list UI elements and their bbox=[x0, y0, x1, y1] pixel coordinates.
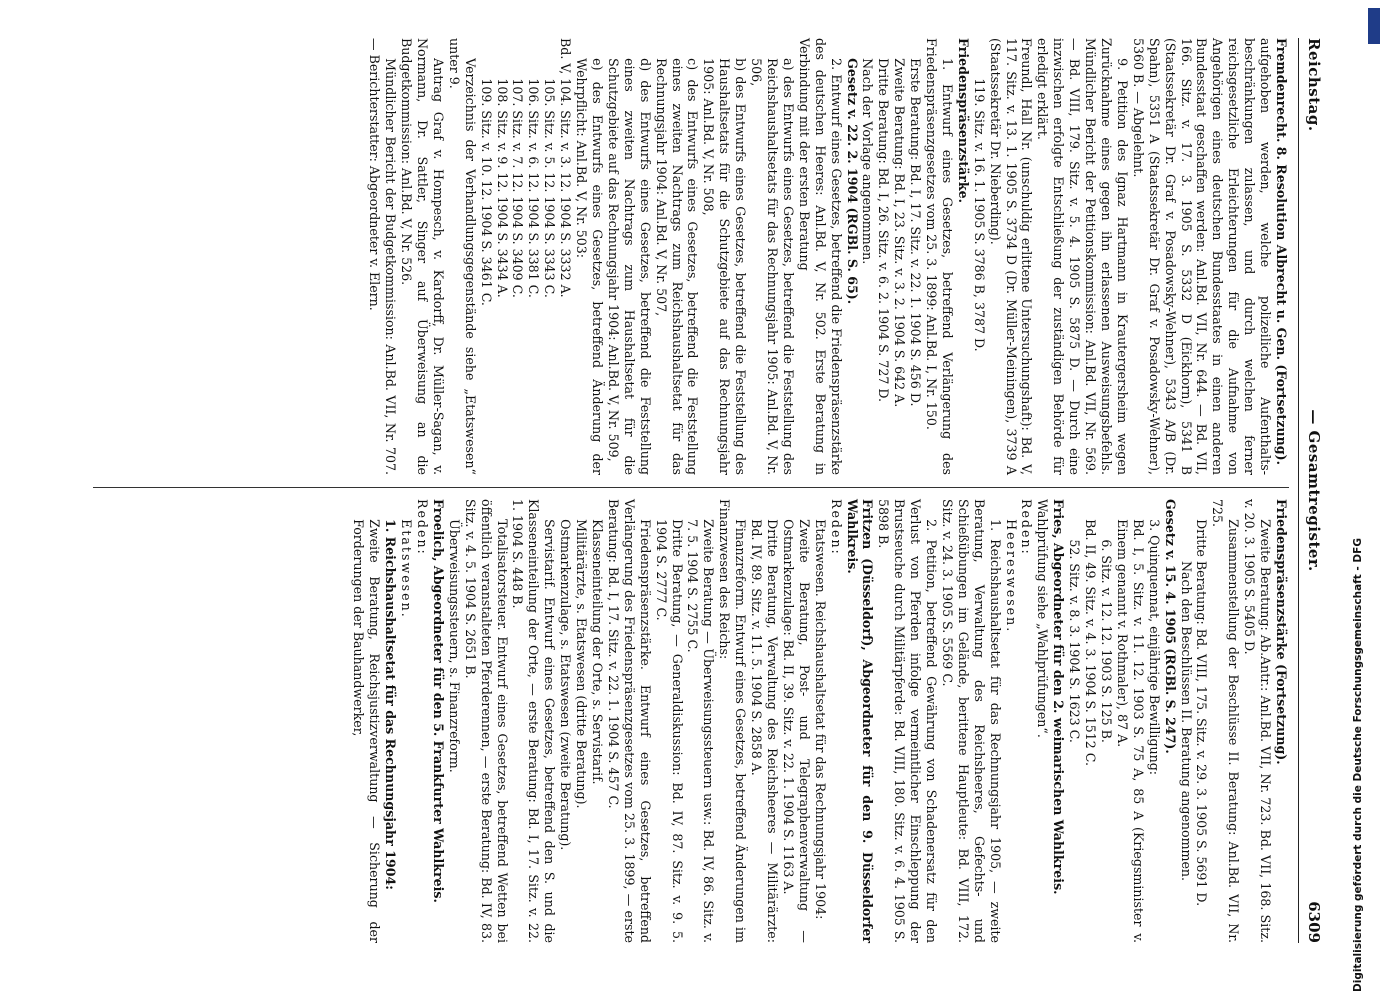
entry-text: Gesetz v. 22. 2. 1904 (RGBl. S. 65). bbox=[844, 58, 860, 305]
entry-text: 106. Sitz. v. 6. 12. 1904 S. 3381 C. bbox=[526, 78, 542, 298]
page-body bbox=[93, 38, 1333, 943]
entry-text: 108. Sitz. v. 9. 12. 1904 S. 3434 A. bbox=[494, 78, 510, 298]
entry-text: 52. Sitz. v. 8. 3. 1904 S. 1623 C. bbox=[1067, 539, 1083, 743]
entry-text: 1. Reichshaushaltsetat für das Rechnungsjahr 1904: bbox=[383, 519, 399, 890]
digitization-text: Digitalisierung gefördert durch die Deutsche Forschungsgemeinschaft - DFG bbox=[1352, 538, 1364, 992]
entry-text: 6. Sitz. v. 12. 12. 1903 S. 125 B. bbox=[1099, 539, 1115, 743]
entry-text: a) des Entwurfs eines Gesetzes, betreffend die Feststellung des Reichshaushaltsetats für das Rechnungsjahr 1905: Anl.Bd. V, Nr. 506, bbox=[749, 58, 796, 475]
entry-text: Zweite Beratung: Ab.Antr.: Anl.Bd. VII, Nr. 723. Bd. VII, 168. Sitz. v. 20. 3. 1905 S. 5405 D. bbox=[1242, 499, 1274, 943]
left-column bbox=[93, 38, 1289, 475]
entry-text: e) des Entwurfs eines Gesetzes, betreffend Änderung der Wehrpflicht: Anl.Bd. V, Nr. 503: bbox=[574, 58, 606, 475]
entry-text: Heereswesen. bbox=[1003, 519, 1019, 634]
page-header bbox=[1298, 38, 1333, 943]
page-number: 6309 bbox=[1305, 901, 1323, 943]
entry-text: Etatswesen. bbox=[399, 519, 415, 619]
entry-text: Servistarif. Entwurf eines Gesetzes, betreffend den S. und die Klasseneinteilung der Orte, — erste Beratung: Bd. I, 17. Sitz. v. 22. 1. 1904 S. 448 B. bbox=[510, 499, 558, 943]
entry-heading: Friedenspräsenzstärke. bbox=[955, 38, 971, 204]
entry-text: Bd. V, 104. Sitz. v. 3. 12. 1904 S. 3332 A. bbox=[558, 38, 574, 298]
entry-text: Klasseneinteilung der Orte, s. Servistarif. bbox=[590, 519, 606, 785]
entry-text: Totalisatorsteuer. Entwurf eines Gesetzes, betreffend Wetten bei öffentlich veranstalteten Pferderennen, — erste Beratung: Bd. IV, 83. Sitz. v. 4. 5. 1904 S. 2651 B. bbox=[462, 499, 510, 943]
entry-text: b) des Entwurfs eines Gesetzes, betreffend die Feststellung des Haushaltsetats für die Schutzgebiete auf das Rechnungsjahr 1905: Anl.Bd. V, Nr. 508, bbox=[701, 58, 749, 475]
entry-heading: Froelich, Abgeordneter für den 5. Frankfurter Wahlkreis. bbox=[430, 499, 446, 903]
entry-text: Antrag Graf v. Hompesch, v. Kardorff, Dr. Müller-Sagan, v. Normann, Dr. Sattler, Singer auf Überweisung an die Budgetkommission: Anl.Bd. V, Nr. 526. bbox=[399, 38, 446, 475]
dfg-logo-text: DFG bbox=[1354, 12, 1363, 31]
entry-heading: Fremdenrecht. 8. Resolution Albrecht u. Gen. (Fortsetzung). bbox=[1274, 38, 1289, 465]
entry-text: d) des Entwurfs eines Gesetzes, betreffend die Feststellung eines zweiten Nachtrags zum Haushaltsetat für die Schutzgebiete auf das Rechnungsjahr 1904: Anl.Bd. V, Nr. 509, bbox=[605, 58, 653, 475]
entry-text: Zweite Beratung — Überweisungssteuern usw.: Bd. IV, 86. Sitz. v. 7. 5. 1904 S. 2755 C. bbox=[685, 519, 717, 943]
entry-text: Reden: bbox=[1019, 499, 1035, 556]
entry-text: Wahlprüfung siehe „Wahlprüfungen“. bbox=[1035, 499, 1051, 738]
entry-text: 119. Sitz. v. 16. 1. 1905 S. 3786 B, 3787 D. bbox=[971, 78, 987, 352]
entry-text: Gesetz v. 15. 4. 1905 (RGBl. S. 247). bbox=[1162, 499, 1178, 754]
entry-text: Dritte Beratung, Verwaltung des Reichsheeres — Militärärzte: Bd. IV, 89. Sitz. v. 11. 5. 1904 S. 2858 A. bbox=[749, 519, 780, 943]
entry-text: Dritte Beratung, — Generaldiskussion: Bd. IV, 87. Sitz. v. 9. 5. 1904 S. 2777 C. bbox=[653, 519, 685, 943]
entry-text: Bd. I, 5. Sitz. v. 11. 12. 1903 S. 75 A, 85 A (Kriegsminister v. Einem genannt v. Rothmaler), 87 A. bbox=[1114, 519, 1146, 943]
entry-text: Nach der Vorlage angenommen. bbox=[860, 58, 876, 265]
entry-text: 2. Entwurf eines Gesetzes, betreffend die Friedenspräsenzstärke des deutschen Heeres: Anl.Bd. V, Nr. 502. Erste Beratung in Verbindung mit der ersten Beratung bbox=[796, 38, 844, 475]
entry-text: Reden: bbox=[415, 499, 431, 556]
entry-heading: Fritzen (Düsseldorf), Abgeordneter für den 9. Düsseldorfer Wahlkreis. bbox=[844, 499, 876, 943]
right-column bbox=[93, 499, 1289, 943]
entry-text: 105. Sitz. v. 5. 12. 1904 S. 3343 C. bbox=[542, 78, 558, 298]
entry-text: 9. Petition des Ignaz Hartmann in Krautergersheim wegen Zurücknahme eines gegen ihn erlassenen Ausweisungsbefehls. Mündlicher Bericht der Petitionskommission: Anl.Bd. VII, Nr. 569. — Bd. VIII, 179. Sitz. v. 5. 4. 1905 S. 5875 D. — Durch eine inzwischen erfolgte Entschließung der zuständigen Behörde für erledigt erklärt. bbox=[1035, 38, 1130, 475]
entry-text: 1. Entwurf eines Gesetzes, betreffend Verlängerung des Friedenspräsenzgesetzes vom 25. 3. 1899: Anl.Bd. I, Nr. 150. bbox=[924, 38, 955, 475]
entry-text: aufgehoben werden, welche polizeiliche Aufenthalts-beschränkungen zulassen, und durch welchen ferner reichsgesetzliche Erleichterungen für die Aufnahme von Angehörigen eines deutschen Bundesstaates in einen anderen Bundesstaat geschaffen werden: Anl.Bd. VII, Nr. 644. — Bd. VII, 166. Sitz. v. 17. 3. 1905 S. 5332 D (Eickhorn), 5341 B (Staatssekretär Dr. Graf v. Posadowsky-Wehner), 5343 A/B (Dr. Spahn), 5351 A (Staatssekretär Dr. Graf v. Posadowsky-Wehner), 5360 B. — Abgelehnt. bbox=[1130, 38, 1274, 475]
entry-heading: Fries, Abgeordneter für den 2. weimarischen Wahlkreis. bbox=[1051, 499, 1067, 895]
entry-text: Überweisungssteuern, s. Finanzreform. bbox=[446, 519, 462, 773]
entry-text: Mündlicher Bericht der Budgetkommission: Anl.Bd. VII, Nr. 707. — Berichterstatter: Abgeordneter v. Elern. bbox=[367, 38, 399, 475]
entry-heading: Friedenspräsenzstärke (Fortsetzung). bbox=[1274, 499, 1289, 765]
digitization-notice bbox=[1352, 0, 1364, 992]
entry-text: Verzeichnis der Verhandlungsgegenstände siehe „Etatswesen“ unter 9. bbox=[446, 38, 478, 475]
entry-heading: Freundl, Hall Nr. (unschuldig erlittene Untersuchungshaft): Bd. V, 117. Sitz. v. 13. 1. 1905 S. 3734 D (Dr. Müller-Meiningen), 3739 A (Staatssekretär Dr. Nieberding). bbox=[987, 38, 1035, 475]
entry-text: Friedenspräsenzstärke. Entwurf eines Gesetzes, betreffend Verlängerung des Friedenspräsenzgesetzes vom 25. 3. 1899, — erste Beratung: Bd. I, 17. Sitz. v. 22. 1. 1904 S. 457 C. bbox=[605, 499, 653, 943]
entry-text: 107. Sitz. v. 7. 12. 1904 S. 3409 C. bbox=[510, 78, 526, 298]
entry-text: 109. Sitz. v. 10. 12. 1904 S. 3461 C. bbox=[478, 78, 494, 306]
entry-text: 3. Quinquennat, einjährige Bewilligung: bbox=[1146, 519, 1162, 776]
entry-text: Zweite Beratung, Post- und Telegraphenverwaltung — Ostmarkenzulage: Bd. II, 39. Sitz. v. 22. 1. 1904 S. 1163 A. bbox=[780, 519, 812, 943]
header-left: Reichstag. bbox=[1305, 38, 1323, 132]
entry-text: Zweite Beratung: Bd. I, 23. Sitz. v. 3. 2. 1904 S. 642 A. bbox=[892, 58, 908, 408]
entry-text: 1. Reichshaushaltsetat für das Rechnungsjahr 1905, — zweite Beratung, Verwaltung des Reichsheeres, Gefechts- und Schießübungen im Gelände, berittene Hauptleute: Bd. VIII, 172. Sitz. v. 24. 3. 1905 S. 5569 C. bbox=[939, 499, 1003, 943]
dfg-logo-icon bbox=[1368, 8, 1380, 44]
entry-text: Dritte Beratung: Bd. VIII, 175. Sitz. v. 29. 3. 1905 S. 5691 D. bbox=[1194, 519, 1210, 907]
entry-text: Reden: bbox=[828, 499, 844, 556]
entry-text: Dritte Beratung: Bd. I, 26. Sitz. v. 6. 2. 1904 S. 727 D. bbox=[876, 58, 892, 402]
entry-text: Zusammenstellung der Beschlüsse II. Beratung: Anl.Bd. VII, Nr. 725. bbox=[1210, 499, 1242, 943]
entry-text: Erste Beratung: Bd. I, 17. Sitz. v. 22. 1. 1904 S. 456 D. bbox=[908, 58, 924, 407]
entry-text: 2. Petition, betreffend Gewährung von Schadenersatz für den Verlust von Pferden infolge vermeintlicher Einschleppung der Brustseuche durch Militärpferde: Bd. VIII, 180. Sitz. v. 6. 4. 1905 S. 5898 B. bbox=[876, 499, 940, 943]
entry-text: Zweite Beratung, Reichsjustizverwaltung — Sicherung der Forderungen der Bauhandwerker, bbox=[351, 519, 383, 943]
entry-text: Militärärzte, s. Etatswesen (dritte Beratung). bbox=[574, 519, 590, 809]
entry-text: Nach den Beschlüssen II. Beratung angenommen. bbox=[1178, 560, 1194, 882]
columns bbox=[93, 38, 1289, 943]
entry-text: Bd. II, 49. Sitz. v. 4. 3. 1904 S. 1512 C. bbox=[1083, 519, 1099, 766]
header-center: — Gesamtregister. bbox=[1305, 409, 1323, 572]
entry-text: Etatswesen. Reichshaushaltsetat für das Rechnungsjahr 1904: bbox=[812, 519, 828, 920]
entry-text: c) des Entwurfs eines Gesetzes, betreffend die Feststellung eines zweiten Nachtrags zum Reichshaushaltsetat für das Rechnungsjahr 1904: Anl.Bd. V, Nr. 507, bbox=[653, 58, 701, 475]
entry-text: Finanzreform. Entwurf eines Gesetzes, betreffend Änderungen im Finanzwesen des Reichs: bbox=[717, 499, 749, 943]
entry-text: Ostmarkenzulage, s. Etatswesen (zweite Beratung). bbox=[558, 519, 574, 851]
